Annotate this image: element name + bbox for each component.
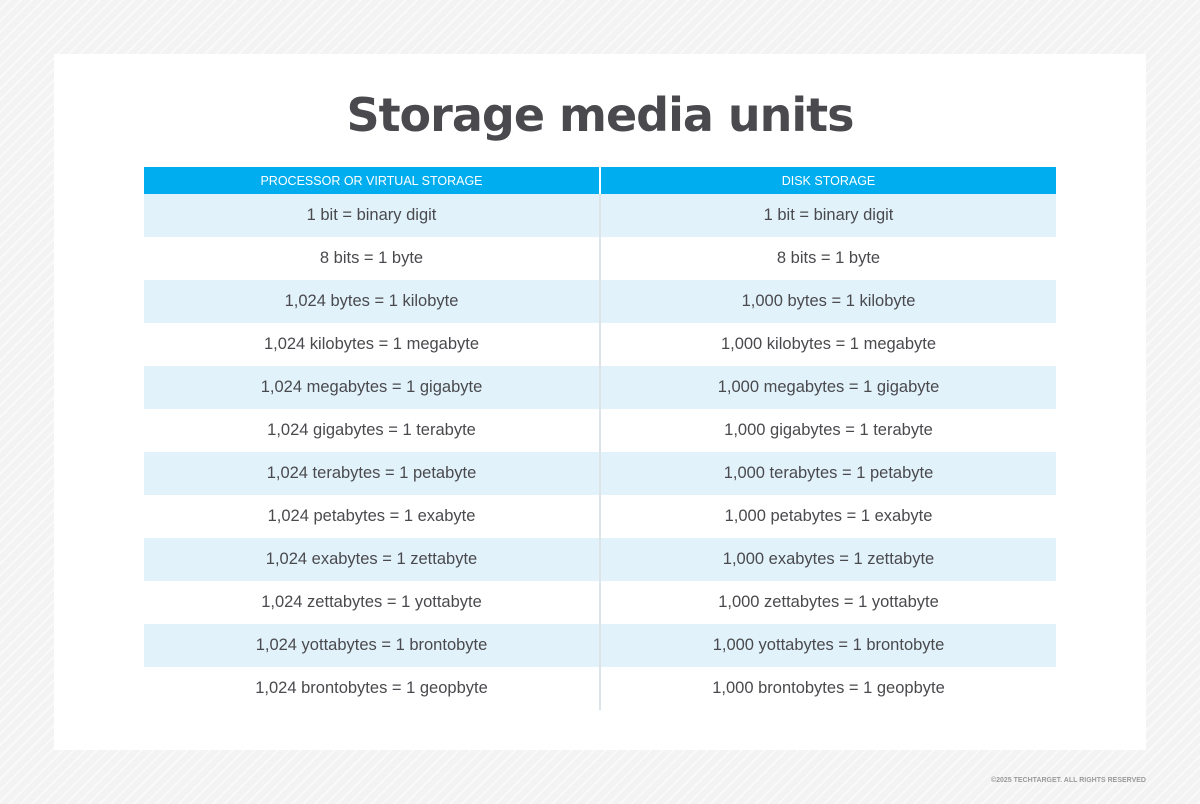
processor-cell: 1,024 yottabytes = 1 brontobyte: [144, 624, 601, 667]
disk-cell: 1,000 zettabytes = 1 yottabyte: [718, 593, 939, 611]
table-row: [144, 581, 1056, 624]
table-row: [144, 538, 1056, 581]
disk-cell: 1,000 brontobytes = 1 geopbyte: [712, 679, 945, 697]
table-row: [144, 323, 1056, 366]
processor-cell: 1,024 terabytes = 1 petabyte: [144, 452, 601, 495]
table-row: [144, 194, 1056, 237]
disk-cell: 1,000 gigabytes = 1 terabyte: [724, 421, 933, 439]
table-row: [144, 624, 1056, 667]
table-row: [144, 452, 1056, 495]
table-row: [144, 409, 1056, 452]
disk-cell: 1,000 kilobytes = 1 megabyte: [720, 335, 937, 353]
processor-cell: 1,024 kilobytes = 1 megabyte: [144, 323, 601, 366]
disk-cell: 1,000 bytes = 1 kilobyte: [741, 292, 916, 310]
processor-cell: 1,024 zettabytes = 1 yottabyte: [144, 581, 601, 624]
table-header: [144, 167, 1056, 194]
table-body: [144, 194, 1056, 710]
processor-cell: 1,024 exabytes = 1 zettabyte: [144, 538, 601, 581]
copyright: ©2025 TECHTARGET. ALL RIGHTS RESERVED: [990, 777, 1146, 784]
disk-cell: 1,000 terabytes = 1 petabyte: [723, 464, 934, 482]
disk-cell: 8 bits = 1 byte: [776, 249, 881, 267]
table-row: [144, 366, 1056, 409]
page-title: Storage media units: [346, 88, 854, 142]
header-processor: PROCESSOR OR VIRTUAL STORAGE: [144, 167, 601, 194]
table-row: [144, 237, 1056, 280]
processor-cell: 1,024 megabytes = 1 gigabyte: [144, 366, 601, 409]
processor-cell: 1 bit = binary digit: [144, 194, 601, 237]
units-table: [144, 167, 1056, 710]
processor-cell: 8 bits = 1 byte: [144, 237, 601, 280]
disk-cell: 1,000 exabytes = 1 zettabyte: [722, 550, 935, 568]
disk-cell: 1 bit = binary digit: [763, 206, 894, 224]
table-row: [144, 667, 1056, 710]
processor-cell: 1,024 petabytes = 1 exabyte: [144, 495, 601, 538]
processor-cell: 1,024 brontobytes = 1 geopbyte: [144, 667, 601, 710]
processor-cell: 1,024 bytes = 1 kilobyte: [144, 280, 601, 323]
table-row: [144, 280, 1056, 323]
disk-cell: 1,000 petabytes = 1 exabyte: [724, 507, 933, 525]
disk-cell: 1,000 megabytes = 1 gigabyte: [717, 378, 940, 396]
disk-cell: 1,000 yottabytes = 1 brontobyte: [712, 636, 945, 654]
header-disk: DISK STORAGE: [781, 173, 876, 188]
processor-cell: 1,024 gigabytes = 1 terabyte: [144, 409, 601, 452]
table-row: [144, 495, 1056, 538]
